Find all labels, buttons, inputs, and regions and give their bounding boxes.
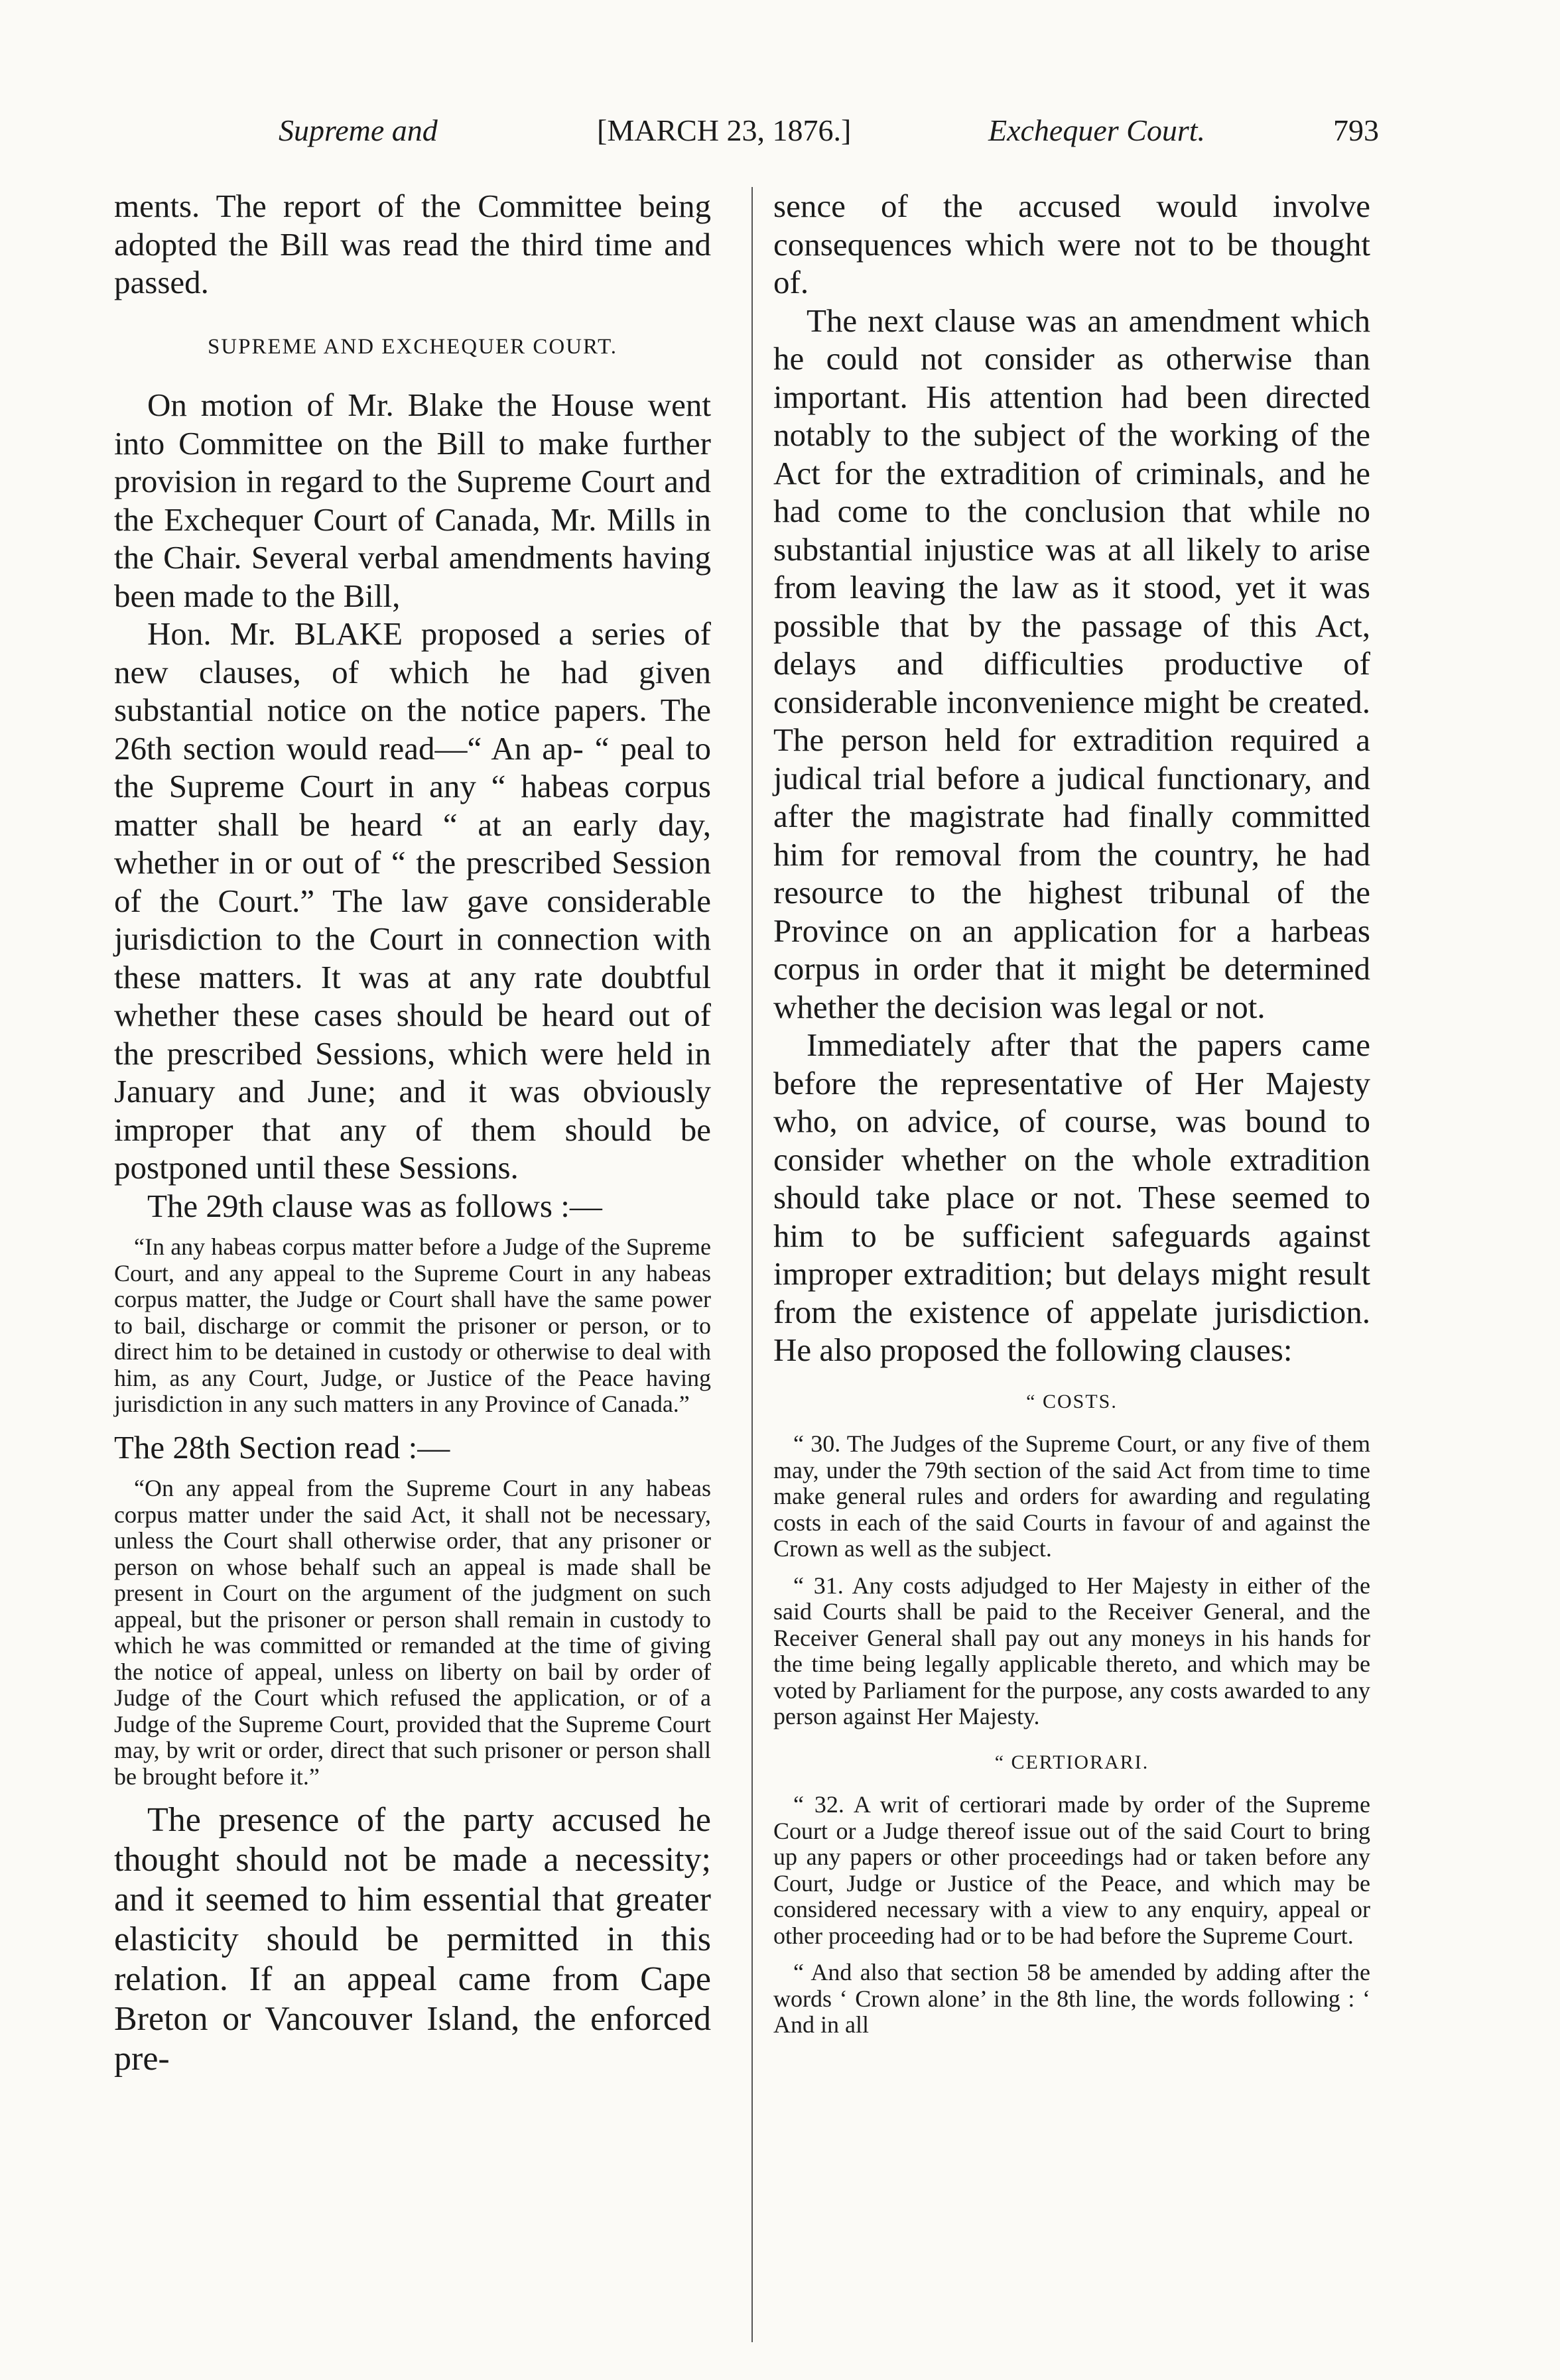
paragraph: Immediately after that the papers came before the representative of Her Majesty who, on advice, of course, was bound to consider whether on the whole extradition should take place or not. These seemed to him to be sufficient safeguards against improper extradition; but delays might result from the existence of appelate jurisdiction. He also proposed the following clauses: (773, 1027, 1370, 1368)
paragraph: The presence of the party accused he thought should not be made a necessity; and it seemed to him essential that greater elasticity should be permitted in this relation. If an appeal came from Cape Breton or Vancouver Island, the enforced pre- (114, 1801, 711, 2078)
right-column (773, 187, 1370, 2049)
quoted-clause: “ 32. A writ of certiorari made by order of the Supreme Court or a Judge thereof issue out of the said Court to bring up any papers or other proceedings had or taken before any Court, Judge or Justice of the Peace, and which may be considered necessary with a view to any enquiry, appeal or other proceeding had or to be had before the Supreme Court. (773, 1791, 1370, 1949)
paragraph: On motion of Mr. Blake the House went into Committee on the Bill to make further provision in regard to the Supreme Court and the Exchequer Court of Canada, Mr. Mills in the Chair. Several verbal amendments having been made to the Bill, (114, 387, 711, 614)
clause-heading: “ CERTIORARI. (994, 1751, 1149, 1773)
section-heading: SUPREME AND EXCHEQUER COURT. (207, 334, 618, 359)
header-date: [MARCH 23, 1876.] (597, 113, 852, 147)
running-header (279, 113, 1406, 166)
paragraph: ments. The report of the Committee being adopted the Bill was read the third time and passed. (114, 188, 711, 300)
header-left: Supreme and (279, 113, 438, 147)
quoted-clause: “On any appeal from the Supreme Court in any habeas corpus matter under the said Act, it shall not be necessary, unless the Court shall otherwise order, that any prisoner or person on whose behalf such an appeal is made shall be present in Court on the argument of the judgment on such appeal, but the prisoner or person shall remain in custody to which he was committed or remanded at the time of giving the notice of appeal, unless on liberty on bail by order of Judge of the Court which refused the application, or of a Judge of the Supreme Court, provided that the Supreme Court may, by writ or order, direct that such prisoner or person shall be brought before it.” (114, 1475, 711, 1790)
paragraph: The 29th clause was as follows :— (147, 1187, 602, 1224)
left-column (114, 187, 711, 2079)
quoted-clause: “ 31. Any costs adjudged to Her Majesty in either of the said Courts shall be paid to the Receiver General, and the Receiver General shall pay out any moneys in his hands for the time being legally applicable thereto, and which may be voted by Parliament for the purpose, any costs awarded to any person against Her Majesty. (773, 1572, 1370, 1729)
quoted-clause: “ 30. The Judges of the Supreme Court, or any five of them may, under the 79th section of the said Act from time to time make general rules and orders for awarding and regulating costs in each of the said Courts in favour of and against the Crown as well as the subject. (773, 1430, 1370, 1562)
column-divider (751, 187, 753, 2342)
clause-heading: “ COSTS. (1026, 1390, 1118, 1412)
paragraph: The 28th Section read :— (114, 1428, 450, 1466)
paragraph: sence of the accused would involve consequences which were not to be thought of. (773, 188, 1370, 300)
quoted-clause: “ And also that section 58 be amended by adding after the words ‘ Crown alone’ in the 8th line, the words following : ‘ And in all (773, 1959, 1370, 2038)
quoted-clause: “In any habeas corpus matter before a Judge of the Supreme Court, and any appeal to the Supreme Court in any habeas corpus matter, the Judge or Court shall have the same power to bail, discharge or commit the prisoner or person, or to direct him to be detained in custody or otherwise to deal with him, as any Court, Judge, or Justice of the Peace having jurisdiction in any such matters in any Province of Canada.” (114, 1233, 711, 1417)
paragraph: The next clause was an amendment which he could not consider as otherwise than important. His attention had been directed notably to the subject of the working of the Act for the extradition of criminals, and he had come to the conclusion that while no substantial injustice was at all likely to arise from leaving the law as it stood, yet it was possible that by the passage of this Act, delays and difficulties productive of considerable inconvenience might be created. The person held for extradition required a judical trial before a judical functionary, and after the magistrate had finally committed him for removal from the country, he had resource to the highest tribunal of the Province on an application for a harbeas corpus in order that it might be determined whether the decision was legal or not. (773, 302, 1370, 1025)
page-number: 793 (1333, 113, 1379, 147)
header-right: Exchequer Court. (988, 113, 1206, 147)
paragraph: Hon. Mr. BLAKE proposed a series of new clauses, of which he had given substantial notice on the notice papers. The 26th section would read—“ An ap- “ peal to the Supreme Court in any “ habeas corpus matter shall be heard “ at an early day, whether in or out of “ the prescribed Session of the Court.” The law gave considerable jurisdiction to the Court in connection with these matters. It was at any rate doubtful whether these cases should be heard out of the prescribed Sessions, which were held in January and June; and it was obviously improper that any of them should be postponed until these Sessions. (114, 615, 711, 1186)
